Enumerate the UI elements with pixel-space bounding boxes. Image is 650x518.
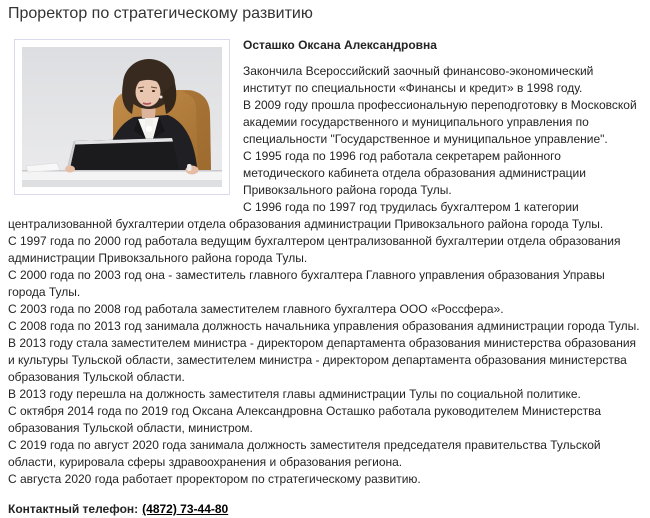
contact-label: Контактный телефон: (8, 502, 139, 516)
profile-page (8, 4, 642, 518)
portrait-photo (22, 47, 222, 187)
earring (160, 96, 163, 99)
watch (187, 164, 192, 171)
person-name: Осташко Оксана Александровна (243, 38, 437, 52)
profile-photo-frame (14, 39, 230, 195)
page-title: Проректор по стратегическому развитию (8, 5, 313, 22)
contact-line (8, 501, 642, 518)
face (136, 78, 161, 107)
laptop (66, 138, 180, 174)
profile-content (8, 37, 642, 518)
phone-link[interactable]: (4872) 73-44-80 (142, 502, 229, 516)
biography-text: Закончила Всероссийский заочный финансово-экономический институт по специальности «Финансы и кредит» в 1998 году. В 2009 году прошла профессиональную переподготовку в Московской академии государственного и муниципального управления по специальности "Государственное и муниципальное управление". С 1995 года по 1996 год работала секретарем районного методического кабинета отдела образования администрации Привокзального района города Тулы. С 1996 года по 1997 год трудилась бухгалтером 1 категории централизованной бухгалтерии отдела образования администрации Привокзального района города Тулы. С 1997 года по 2000 год работала ведущим бухгалтером централизованной бухгалтерии отдела образования администрации Привокзального района города Тулы. С 2000 года по 2003 год она - заместитель главного бухгалтера Главного управления образования Управы города Тулы. С 2003 года по 2008 год работала заместителем главного бухгалтера ООО «Россфера». С 2008 года по 2013 год занимала должность начальника управления образования администрации города Тулы. В 2013 году стала заместителем министра - директором департамента образования министерства образования и культуры Тульской области, заместителем министра - директором департамента образования министерства образования Тульской области. В 2013 году перешла на должность заместителя главы администрации Тулы по социальной политике. С октября 2014 года по 2019 год Оксана Александровна Осташко работала руководителем Министерства образования Тульской области, министром. С 2019 года по август 2020 года занимала должность заместителя председателя правительства Тульской области, курировала сферы здравоохранения и образования региона. С августа 2020 года работает проректором по стратегическому развитию. (8, 64, 640, 486)
